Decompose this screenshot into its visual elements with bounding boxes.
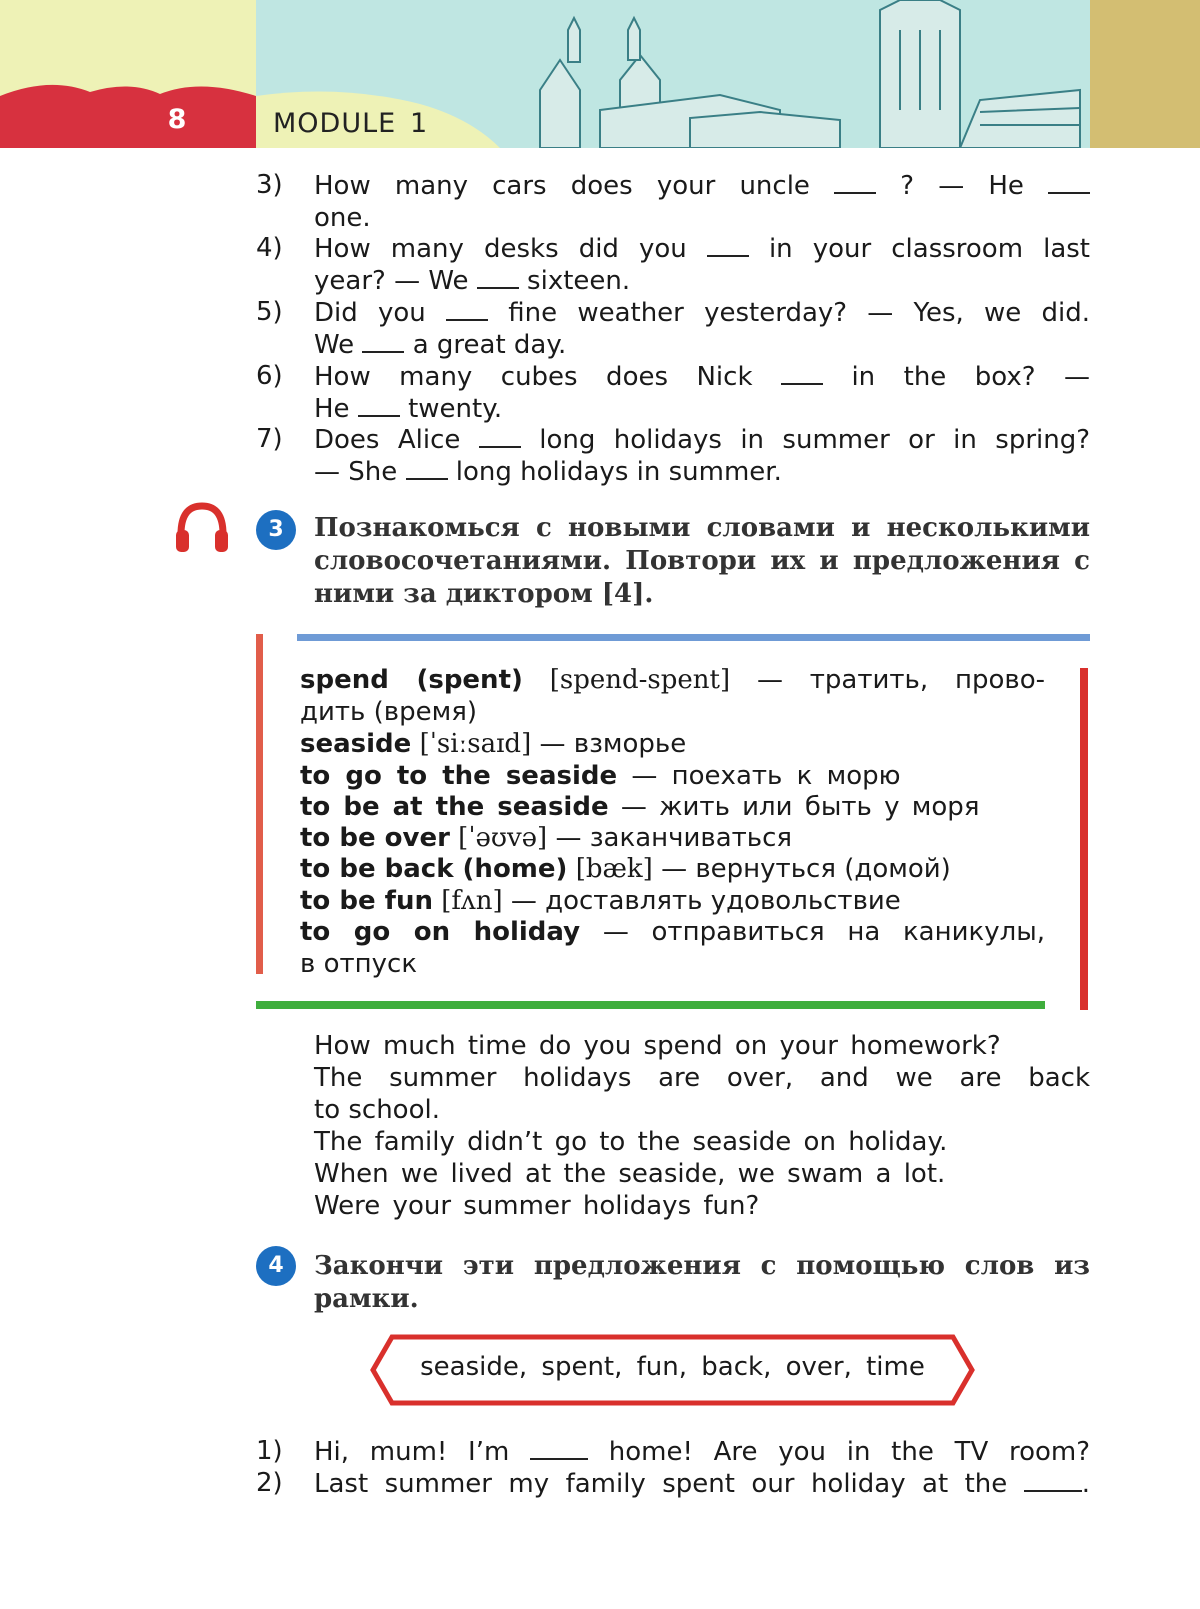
vocab-box-bottom-border [256, 1001, 1045, 1009]
task-number-badge: 4 [256, 1246, 296, 1286]
example-sentence: When we lived at the seaside, we swam a lot. [314, 1159, 946, 1189]
town-skyline-illustration [540, 0, 1080, 148]
task-instruction-line: Познакомься с новыми словами и несколькими [314, 513, 1090, 543]
exercise-line: Did you fine weather yesterday? — Yes, we did. [314, 298, 1090, 328]
page-tab-shape [0, 85, 256, 148]
item-number: 2) [256, 1468, 283, 1498]
exercise-line: — She long holidays in summer. [314, 457, 782, 487]
headphones-icon [173, 500, 231, 556]
example-sentence: to school. [314, 1095, 440, 1125]
answer-blank[interactable] [477, 265, 519, 289]
exercise-line: Does Alice long holidays in summer or in spring? [314, 425, 1091, 455]
exercise-line: Hi, mum! I’m home! Are you in the TV room? [314, 1437, 1091, 1467]
vocab-entry: to be at the seaside — жить или быть у моря [300, 792, 980, 822]
answer-blank[interactable] [479, 424, 521, 448]
answer-blank[interactable] [1024, 1468, 1082, 1492]
vocab-entry: spend (spent) [spend-spent] — тратить, прово- [300, 665, 1045, 695]
page-number: 8 [167, 104, 187, 135]
task-instruction-line: словосочетаниями. Повтори их и предложения с [314, 546, 1090, 576]
example-sentence: Were your summer holidays fun? [314, 1191, 760, 1221]
word-box-text: seaside, spent, fun, back, over, time [420, 1352, 925, 1382]
answer-blank[interactable] [446, 297, 488, 321]
exercise-line: How many cars does your uncle ? — He [314, 170, 1090, 202]
vocab-box-left-border [256, 634, 263, 974]
vocab-entry: to be fun [fʌn] — доставлять удовольствие [300, 886, 901, 916]
example-sentence: How much time do you spend on your homework? [314, 1031, 1001, 1061]
item-number: 1) [256, 1436, 283, 1466]
example-sentence: The summer holidays are over, and we are back [314, 1063, 1090, 1093]
task-number-badge: 3 [256, 510, 296, 550]
item-number: 3) [256, 170, 283, 200]
item-number: 6) [256, 361, 283, 391]
item-number: 5) [256, 297, 283, 327]
module-label: MODULE [273, 108, 397, 139]
exercise-line: year? — We sixteen. [314, 266, 631, 296]
example-sentence: The family didn’t go to the seaside on holiday. [314, 1127, 948, 1157]
answer-blank[interactable] [1048, 170, 1090, 194]
answer-blank[interactable] [707, 233, 749, 257]
item-number: 4) [256, 233, 283, 263]
vocab-entry: to go on holiday — отправиться на каникулы, [300, 917, 1045, 947]
vocab-entry: seaside [ˈsiːsaɪd] — взморье [300, 729, 687, 759]
exercise-line: one. [314, 203, 371, 233]
task-instruction-line: ними за диктором [4]. [314, 579, 654, 609]
vocab-box-top-border [297, 634, 1090, 641]
answer-blank[interactable] [358, 393, 400, 417]
vocab-entry: to be over [ˈəʊvə] — заканчиваться [300, 823, 793, 853]
vocab-entry: to be back (home) [bæk] — вернуться (домой) [300, 854, 951, 884]
vocab-entry: to go to the seaside — поехать к морю [300, 761, 901, 791]
exercise-line: He twenty. [314, 394, 503, 424]
answer-blank[interactable] [834, 170, 876, 194]
answer-blank[interactable] [406, 456, 448, 480]
exercise-line: Last summer my family spent our holiday at the . [314, 1469, 1090, 1499]
item-number: 7) [256, 424, 283, 454]
vocab-entry: дить (время) [300, 697, 477, 727]
vocab-box-right-border [1080, 668, 1088, 1010]
exercise-line: We a great day. [314, 330, 567, 360]
vocab-entry: в отпуск [300, 949, 418, 979]
task-instruction-line: рамки. [314, 1284, 419, 1314]
task-instruction-line: Закончи эти предложения с помощью слов из [314, 1251, 1090, 1281]
exercise-line: How many desks did you in your classroom last [314, 234, 1091, 264]
answer-blank[interactable] [781, 361, 823, 385]
exercise-line: How many cubes does Nick in the box? — [314, 362, 1091, 392]
module-number: 1 [410, 108, 428, 139]
answer-blank[interactable] [362, 329, 404, 353]
answer-blank[interactable] [530, 1436, 588, 1460]
